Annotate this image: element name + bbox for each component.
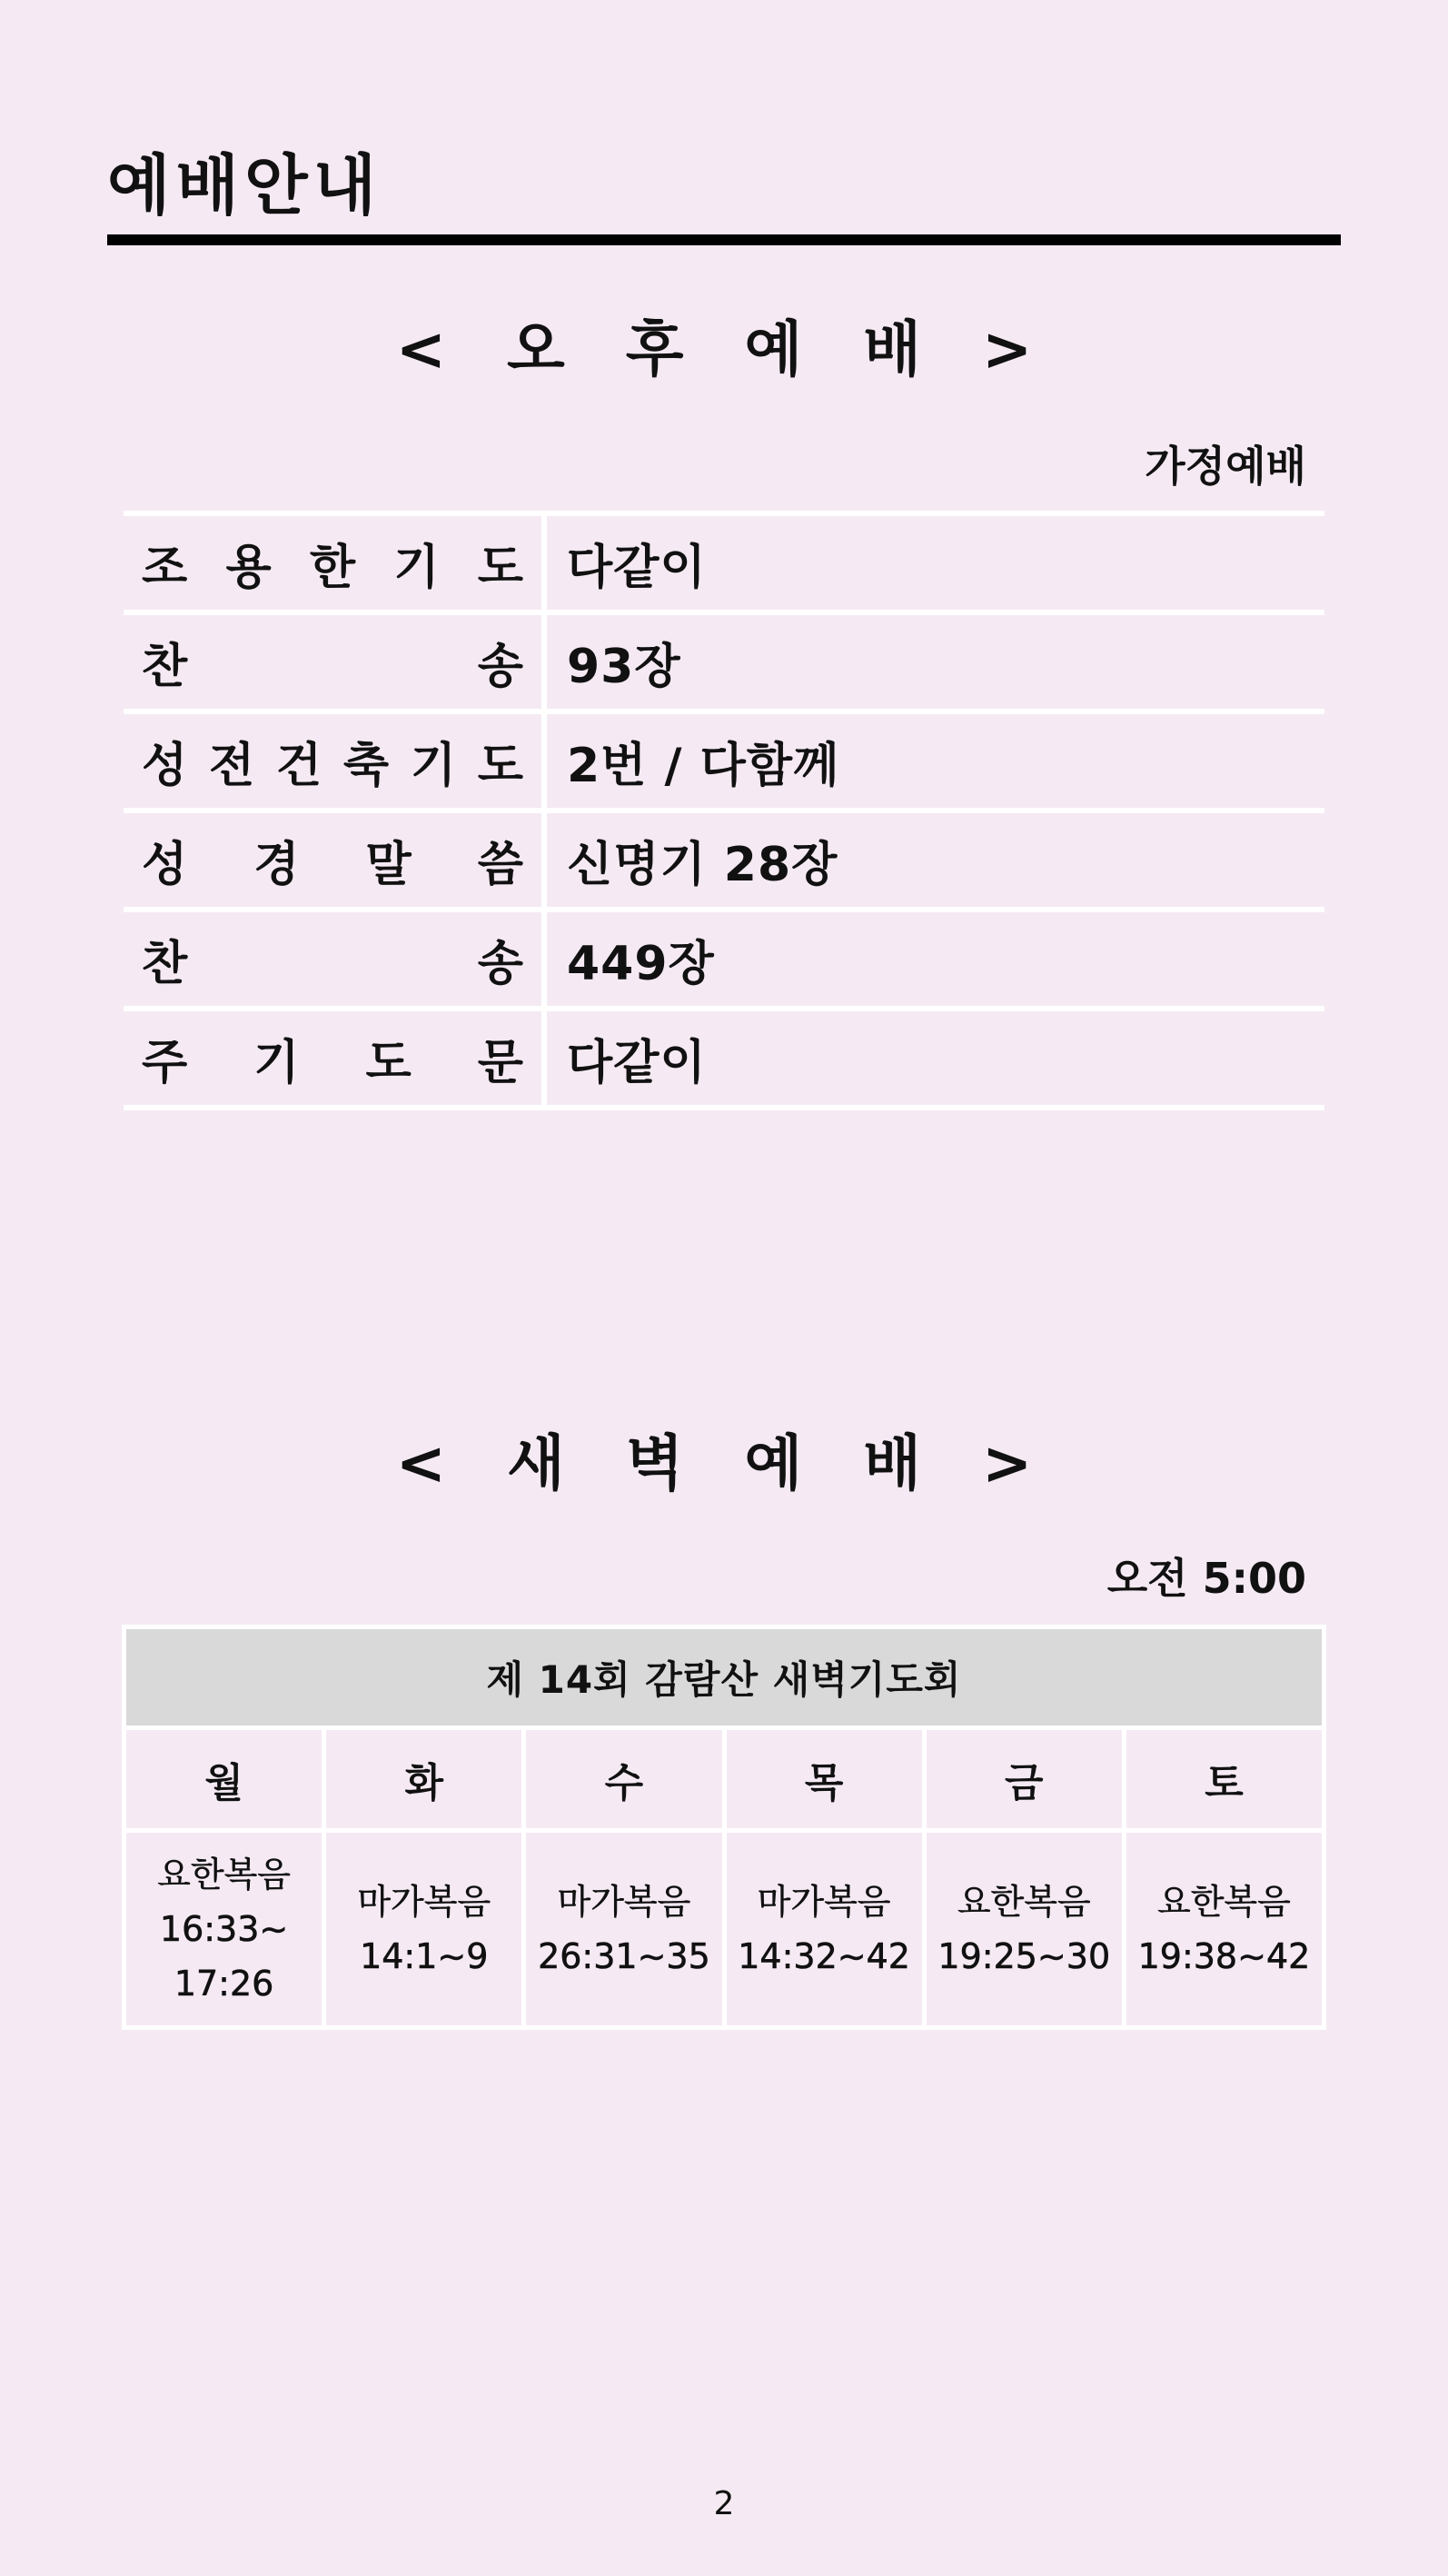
dawn-reading-line: 16:33~	[159, 1909, 289, 1949]
dawn-day-cell: 화	[326, 1730, 526, 1828]
order-label-char: 씀	[477, 838, 523, 892]
order-label	[124, 516, 547, 610]
dawn-day-cell: 수	[526, 1730, 726, 1828]
order-label-char: 찬	[142, 640, 188, 694]
dawn-day-cell: 목	[727, 1730, 927, 1828]
order-label-char: 도	[477, 739, 523, 793]
order-label-char: 송	[477, 937, 523, 991]
order-label	[124, 714, 547, 808]
dawn-reading-line: 마가복음	[757, 1882, 891, 1922]
afternoon-service-heading: < 오 후 예 배 >	[395, 314, 1053, 384]
dawn-reading-line: 요한복음	[1157, 1882, 1291, 1922]
order-value: 다같이	[567, 1036, 707, 1090]
dawn-reading-cell	[526, 1833, 726, 2025]
dawn-day-cell: 토	[1205, 1760, 1244, 1806]
dawn-reading-line: 14:1~9	[360, 1936, 489, 1976]
dawn-table-title: 제 14회 감람산 새벽기도회	[126, 1629, 1322, 1730]
dawn-reading-cell	[1126, 1833, 1322, 2025]
order-label	[124, 615, 547, 709]
dawn-reading-line: 19:25~30	[937, 1936, 1111, 1976]
order-label-char: 문	[477, 1036, 523, 1090]
afternoon-service-note: 가정예배	[1145, 442, 1306, 491]
order-label-char: 성	[142, 838, 188, 892]
order-value: 449장	[567, 937, 715, 991]
order-value: 2번 / 다함께	[567, 739, 840, 793]
dawn-prayer-table	[122, 1625, 1326, 2030]
page-title: 예배안내	[107, 147, 382, 224]
dawn-reading-cell	[326, 1833, 526, 2025]
dawn-day-cell: 금	[927, 1730, 1126, 1828]
order-label-char: 축	[342, 739, 390, 793]
dawn-service-heading: < 새 벽 예 배 >	[395, 1428, 1053, 1498]
dawn-reading-cell	[927, 1833, 1126, 2025]
dawn-day-cell: 월	[126, 1730, 326, 1828]
afternoon-order-table	[124, 511, 1324, 1110]
dawn-reading-cell	[126, 1833, 326, 2025]
dawn-reading-line: 14:32~42	[738, 1936, 910, 1976]
order-label-char: 송	[477, 640, 523, 694]
order-label-char: 성	[142, 739, 188, 793]
order-label-char: 말	[365, 838, 412, 892]
order-row	[124, 813, 1324, 912]
order-label-char: 한	[309, 541, 356, 595]
order-row	[124, 516, 1324, 615]
order-label	[124, 1011, 547, 1105]
page-number: 2	[713, 2485, 735, 2522]
order-value: 신명기 28장	[567, 838, 838, 892]
order-label-char: 조	[142, 541, 188, 595]
dawn-days-row	[126, 1730, 1322, 1833]
order-label	[124, 912, 547, 1006]
order-label-char: 주	[142, 1036, 188, 1090]
order-row	[124, 615, 1324, 714]
order-label-char: 도	[365, 1036, 412, 1090]
order-label-char: 기	[410, 739, 457, 793]
order-label-char: 기	[253, 1036, 300, 1090]
order-row	[124, 912, 1324, 1011]
order-value: 93장	[567, 640, 681, 694]
order-value: 다같이	[567, 541, 707, 595]
order-label-char: 기	[393, 541, 440, 595]
dawn-reading-line: 19:38~42	[1137, 1936, 1311, 1976]
order-label-char: 도	[477, 541, 523, 595]
dawn-reading-line: 17:26	[174, 1964, 274, 2004]
dawn-reading-line: 마가복음	[357, 1882, 491, 1922]
title-divider	[107, 234, 1341, 245]
order-label-char: 경	[253, 838, 300, 892]
dawn-readings-row	[126, 1833, 1322, 2025]
order-label-char: 전	[208, 739, 255, 793]
order-row	[124, 714, 1324, 813]
order-row	[124, 1011, 1324, 1110]
order-label-char: 용	[225, 541, 272, 595]
order-label-char: 건	[275, 739, 322, 793]
dawn-reading-line: 요한복음	[957, 1882, 1091, 1922]
dawn-reading-line: 요한복음	[157, 1855, 291, 1895]
order-label-char: 찬	[142, 937, 188, 991]
dawn-reading-cell	[727, 1833, 927, 2025]
dawn-reading-line: 26:31~35	[538, 1936, 710, 1976]
dawn-service-time: 오전 5:00	[1106, 1554, 1306, 1603]
dawn-reading-line: 마가복음	[557, 1882, 691, 1922]
order-label	[124, 813, 547, 907]
